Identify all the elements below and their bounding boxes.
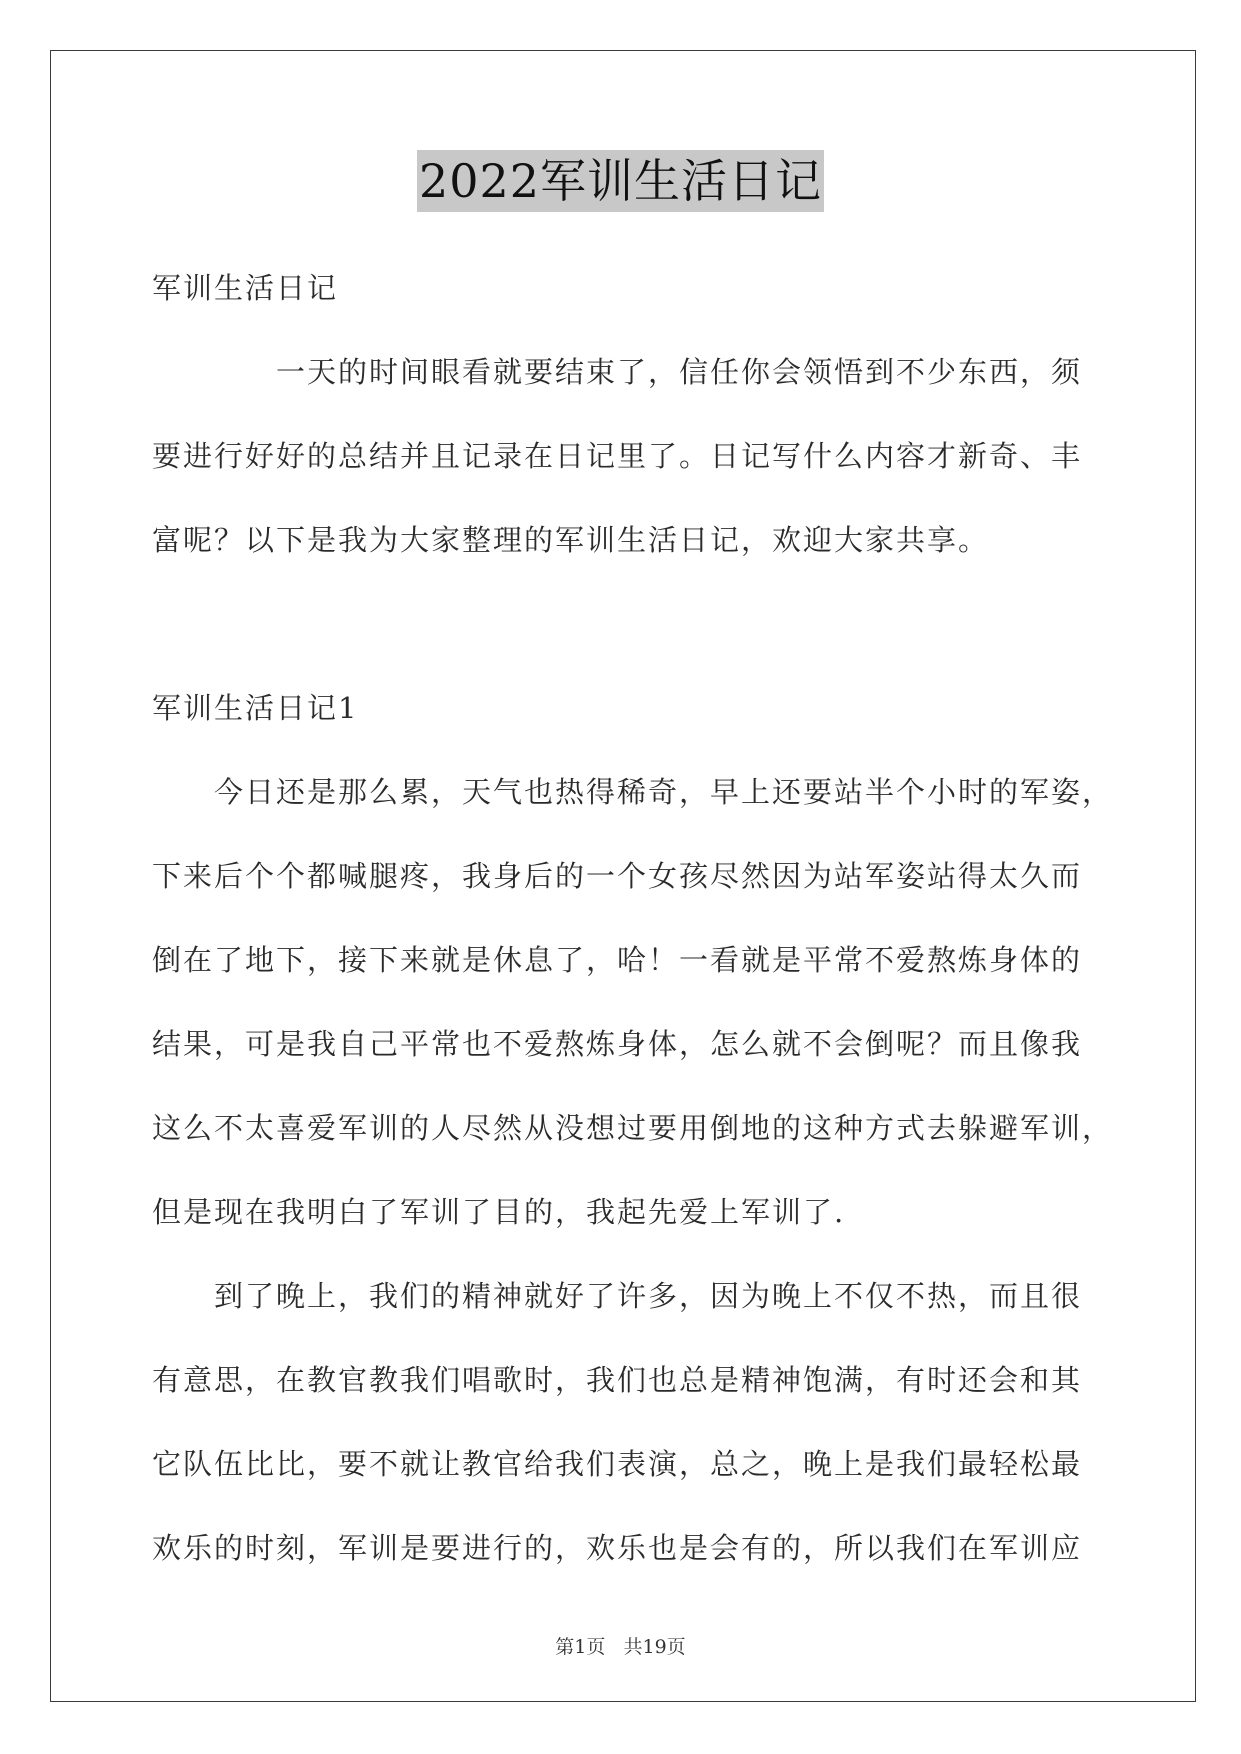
paragraph-line: 有意思，在教官教我们唱歌时，我们也总是精神饱满，有时还会和其 xyxy=(152,1363,1083,1397)
paragraph-line: 今日还是那么累，天气也热得稀奇，早上还要站半个小时的军姿， xyxy=(214,775,1114,809)
title-container xyxy=(0,150,1241,212)
paragraph-line: 下来后个个都喊腿疼，我身后的一个女孩尽然因为站军姿站得太久而 xyxy=(152,859,1083,893)
page-number-footer: 第1页 共19页 xyxy=(555,1636,686,1658)
intro-line: 要进行好好的总结并且记录在日记里了。日记写什么内容才新奇、丰 xyxy=(152,439,1083,473)
paragraph-line: 它队伍比比，要不就让教官给我们表演，总之，晚上是我们最轻松最 xyxy=(152,1447,1083,1481)
document-title: 2022军训生活日记 xyxy=(417,150,824,212)
paragraph-line: 倒在了地下，接下来就是休息了，哈！一看就是平常不爱熬炼身体的 xyxy=(152,943,1083,977)
subheading: 军训生活日记 xyxy=(152,271,339,305)
paragraph-line: 结果，可是我自己平常也不爱熬炼身体，怎么就不会倒呢？而且像我 xyxy=(152,1027,1083,1061)
intro-line: 富呢？以下是我为大家整理的军训生活日记，欢迎大家共享。 xyxy=(152,523,990,557)
paragraph-line: 但是现在我明白了军训了目的，我起先爱上军训了. xyxy=(152,1195,846,1229)
paragraph-line: 到了晚上，我们的精神就好了许多，因为晚上不仅不热，而且很 xyxy=(214,1279,1083,1313)
intro-line: 一天的时间眼看就要结束了，信任你会领悟到不少东西，须 xyxy=(276,355,1083,389)
spacer xyxy=(152,594,1096,678)
document-body xyxy=(152,258,1114,1602)
paragraph-line: 欢乐的时刻，军训是要进行的，欢乐也是会有的，所以我们在军训应 xyxy=(152,1531,1083,1565)
paragraph-line: 这么不太喜爱军训的人尽然从没想过要用倒地的这种方式去躲避军训， xyxy=(152,1111,1114,1145)
section-heading: 军训生活日记1 xyxy=(152,691,359,725)
